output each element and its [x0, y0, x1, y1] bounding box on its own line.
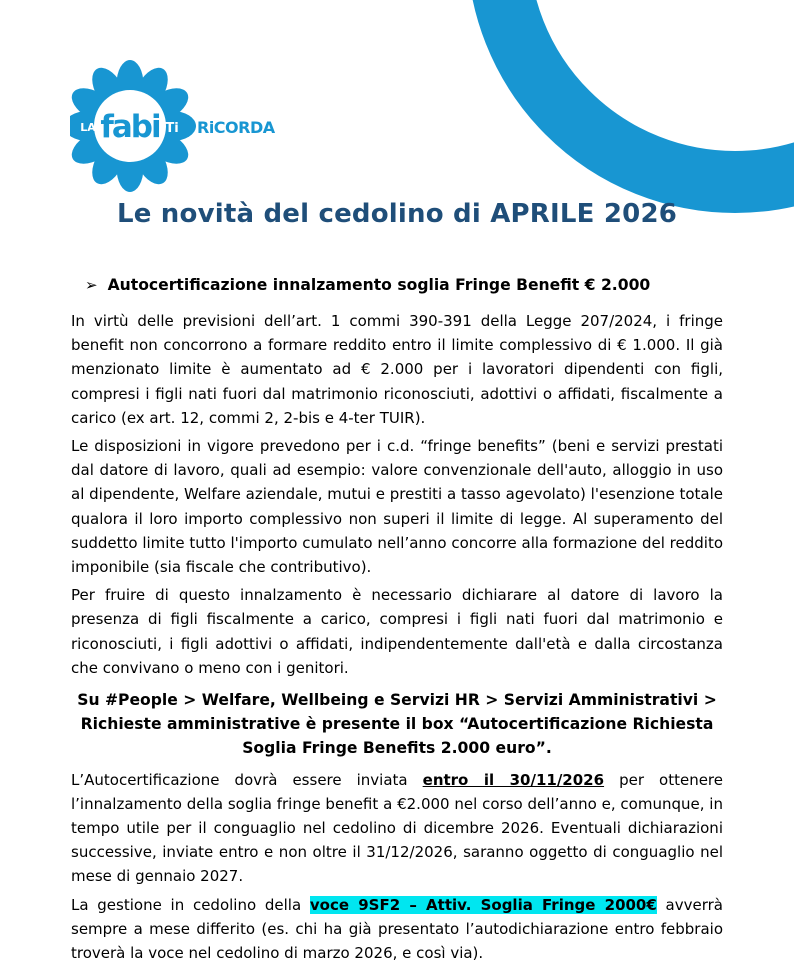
deadline-pre-text: L’Autocertificazione dovrà essere inviata: [71, 770, 423, 789]
bullet-heading: [85, 276, 723, 294]
paragraph-declaration-requirement: Per fruire di questo innalzamento è necessario dichiarare al datore di lavoro la presenza di figli fiscalmente a carico, compresi i figli nati fuori dal matrimonio e riconosciuti, i figli adottivi o affidati, indipendentemente dall'età e dalla circostanza che convivano o meno con i genitori.: [71, 586, 723, 677]
document-body: [71, 276, 723, 969]
payslip-pre-text: La gestione in cedolino della: [71, 895, 310, 914]
logo-la-text: LA: [80, 121, 96, 134]
bullet-heading-text: Autocertificazione innalzamento soglia Fringe Benefit € 2.000: [107, 276, 651, 294]
paragraph-fringe-benefit-rules: Le disposizioni in vigore prevedono per i c.d. “fringe benefits” (beni e servizi prestati dal datore di lavoro, quali ad esempio: valore convenzionale dell'auto, alloggio in uso al dipendente, Welfare aziendale, mutui e prestiti a tasso agevolato) l'esenzione totale qualora il loro importo complessivo non superi il limite di legge. Al superamento del suddetto limite tutto l'importo cumulato nell’anno concorre alla formazione del reddito imponibile (sia fiscale che contributivo).: [71, 437, 723, 577]
fabi-flower-logo: [70, 56, 275, 196]
paragraph-deadline: [71, 768, 723, 889]
deadline-post-text: per ottenere l’innalzamento della soglia fringe benefit a €2.000 nel corso dell’anno e, comunque, in tempo utile per il conguaglio nel cedolino di dicembre 2026. Eventuali dichiarazioni successive, inviate entro e non oltre il 31/12/2026, saranno oggetto di conguaglio nel mese di gennaio 2027.: [71, 770, 723, 886]
payslip-post-text: avverrà sempre a mese differito (es. chi ha già presentato l’autodichiarazione entro febbraio troverà la voce nel cedolino di marzo 2026, e così via).: [71, 895, 723, 963]
logo-ti-text: Ti: [165, 121, 179, 136]
highlighted-voce-9sf2: voce 9SF2 – Attiv. Soglia Fringe 2000€: [309, 895, 657, 914]
logo-ricorda-text: RiCORDA: [197, 118, 275, 137]
paragraph-fringe-benefit-law: In virtù delle previsioni dell’art. 1 commi 390-391 della Legge 207/2024, i fringe benefit non concorrono a formare reddito entro il limite complessivo di € 1.000. Il già menzionato limite è aumentato ad € 2.000 per i lavoratori dipendenti con figli, compresi i figli nati fuori dal matrimonio riconosciuti, adottivi o affidati, fiscalmente a carico (ex art. 12, commi 2, 2-bis e 4-ter TUIR).: [71, 312, 723, 427]
deadline-date: entro il 30/11/2026: [422, 770, 605, 789]
arrow-bullet-icon: ➢: [85, 276, 98, 294]
paragraph-payslip-item: [71, 893, 723, 966]
logo-fabi-text: fabi: [100, 109, 160, 145]
paragraph-people-portal-path: Su #People > Welfare, Wellbeing e Servizi HR > Servizi Amministrativi > Richieste amministrative è presente il box “Autocertificazione Richiesta Soglia Fringe Benefits 2.000 euro”.: [77, 691, 717, 758]
page-title: Le novità del cedolino di APRILE 2026: [116, 199, 678, 229]
fabi-flower-logo-graphic: [70, 56, 275, 196]
